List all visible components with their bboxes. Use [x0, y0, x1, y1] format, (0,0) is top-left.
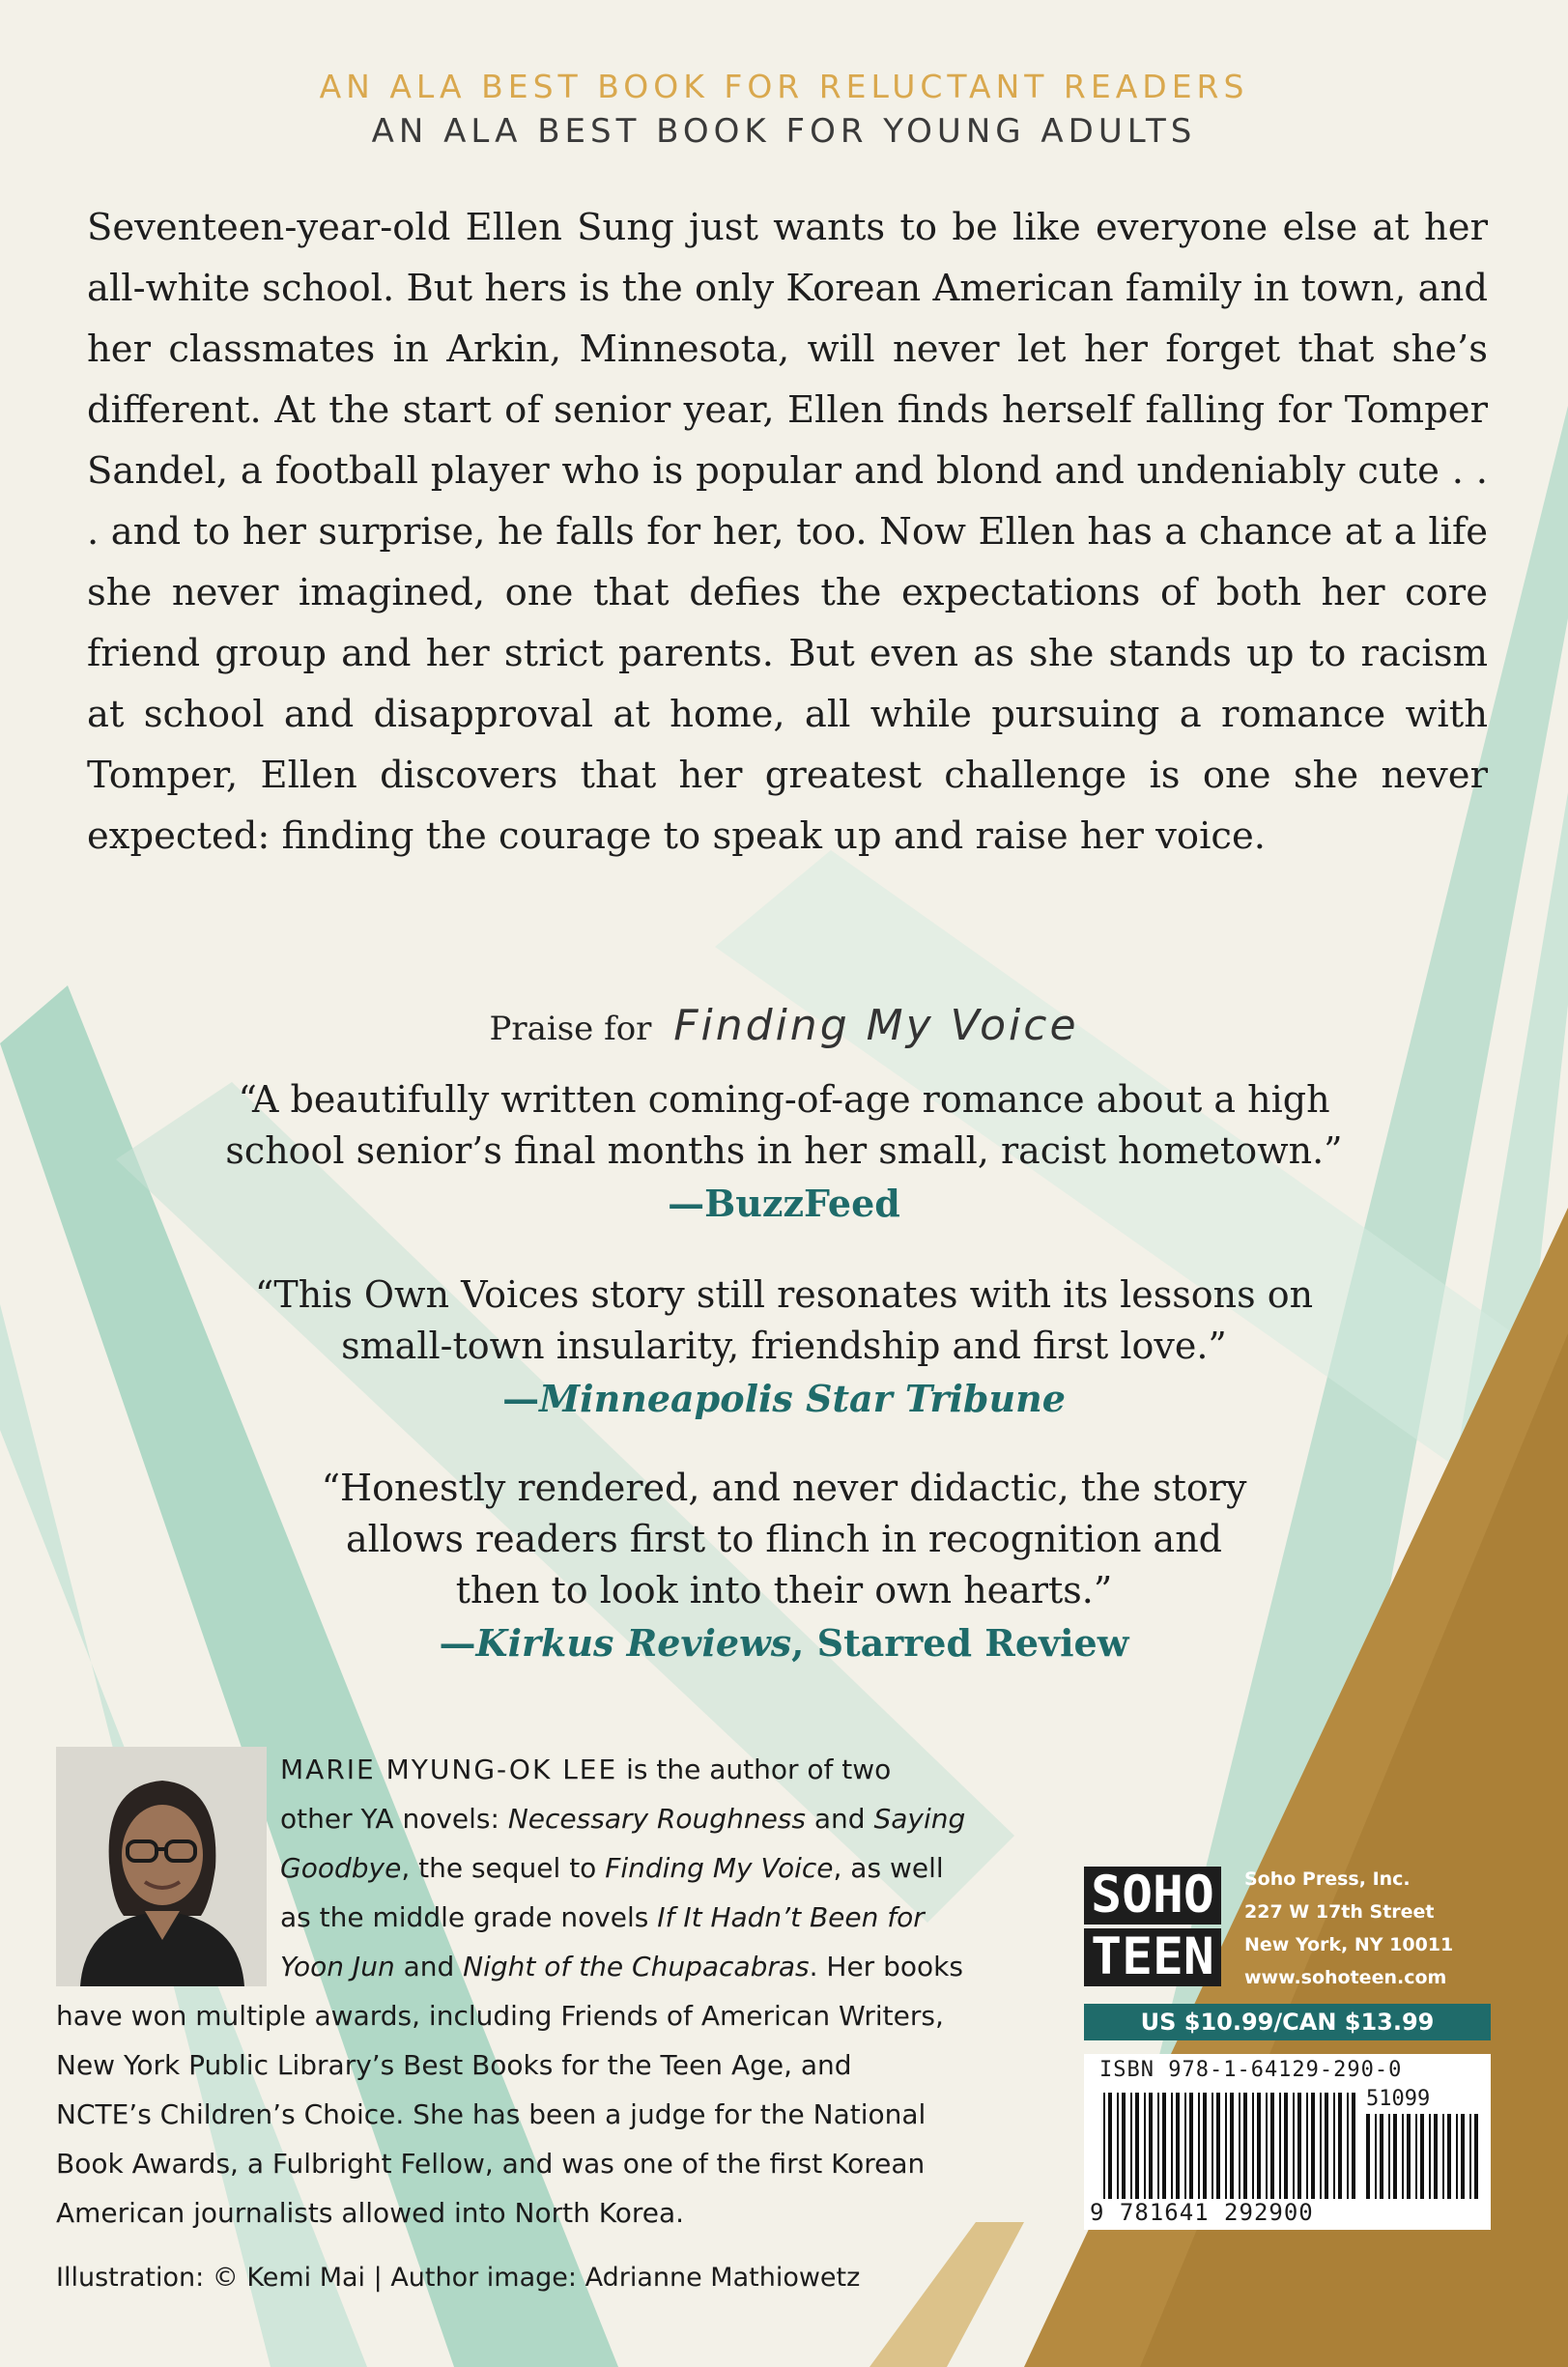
barcode-bar — [1474, 2114, 1478, 2199]
barcode-bar — [1434, 2114, 1438, 2199]
barcode-bar — [1393, 2114, 1397, 2199]
barcode-bar — [1293, 2093, 1295, 2199]
barcode-bar — [1171, 2093, 1173, 2199]
barcode-bar — [1325, 2093, 1328, 2199]
quote-line: school senior’s final months in her small, racist hometown.” — [225, 1129, 1343, 1172]
barcode-bar — [1117, 2093, 1119, 2199]
publisher-street: 227 W 17th Street — [1244, 1901, 1435, 1923]
barcode-bar — [1297, 2093, 1301, 2199]
bio-book-title: Yoon Jun — [280, 1951, 395, 1982]
bio-text: and — [394, 1951, 464, 1982]
barcode-bar — [1189, 2093, 1193, 2199]
isbn-number: ISBN 978-1-64129-290-0 — [1099, 2058, 1403, 2082]
barcode-bar — [1420, 2114, 1424, 2199]
barcode-bar — [1270, 2093, 1274, 2199]
barcode-bar — [1380, 2114, 1383, 2199]
barcode-bar — [1338, 2093, 1342, 2199]
publisher-website: www.sohoteen.com — [1244, 1967, 1447, 1988]
barcode-bar — [1176, 2093, 1180, 2199]
barcode-bar — [1388, 2114, 1390, 2199]
quote-line: “Honestly rendered, and never didactic, the story — [321, 1467, 1247, 1509]
review-quote-buzzfeed — [116, 1074, 1452, 1231]
barcode-bar — [1212, 2093, 1213, 2199]
bio-line: have won multiple awards, including Friends of American Writers, — [56, 2000, 944, 2032]
barcode-bar — [1429, 2114, 1431, 2199]
author-bio — [56, 1745, 1022, 2238]
quote-line: “A beautifully written coming-of-age romance about a high — [238, 1078, 1330, 1121]
barcode-bar — [1279, 2093, 1281, 2199]
barcode-bar — [1243, 2093, 1247, 2199]
publisher-city: New York, NY 10011 — [1244, 1934, 1454, 1955]
barcode-bar — [1225, 2093, 1227, 2199]
barcode-bar — [1456, 2114, 1458, 2199]
praise-heading — [0, 1001, 1568, 1050]
barcode-bar — [1162, 2093, 1166, 2199]
barcode-bar — [1347, 2093, 1349, 2199]
barcode-bar — [1284, 2093, 1288, 2199]
bio-text: . Her books — [809, 1951, 963, 1982]
publisher-name: Soho Press, Inc. — [1244, 1868, 1411, 1890]
barcode-bar — [1407, 2114, 1411, 2199]
barcode-bar — [1461, 2114, 1465, 2199]
logo-line-teen: TEEN — [1084, 1928, 1221, 1986]
barcode-bar — [1198, 2093, 1200, 2199]
review-quote-kirkus — [116, 1463, 1452, 1670]
praise-book-title: Finding My Voice — [673, 1001, 1079, 1050]
barcode-bar — [1230, 2093, 1234, 2199]
barcode-bar — [1352, 2093, 1355, 2199]
price-code: 51099 — [1366, 2087, 1431, 2111]
barcode-bar — [1306, 2093, 1308, 2199]
bio-text: and — [805, 1803, 874, 1835]
barcode-bar — [1184, 2093, 1186, 2199]
barcode-bar — [1415, 2114, 1417, 2199]
barcode-bar — [1239, 2093, 1240, 2199]
bio-text: is the author of two — [617, 1754, 892, 1785]
bio-book-title: Necessary Roughness — [507, 1803, 806, 1835]
praise-prefix: Praise for — [489, 1010, 652, 1048]
barcode-bar — [1216, 2093, 1220, 2199]
quote-line: then to look into their own hearts.” — [455, 1569, 1113, 1611]
bio-line: Book Awards, a Fulbright Fellow, and was one of the first Korean — [56, 2148, 926, 2180]
barcode-bar — [1257, 2093, 1261, 2199]
barcode-bar — [1266, 2093, 1268, 2199]
quote-line: allows readers first to flinch in recognition and — [346, 1518, 1222, 1560]
barcode-bar — [1375, 2114, 1377, 2199]
barcode-bar — [1252, 2093, 1254, 2199]
price-banner: US $10.99/CAN $13.99 — [1084, 2004, 1491, 2040]
ean-digits: 9 781641 292900 — [1090, 2199, 1314, 2226]
review-quote-star-tribune — [116, 1269, 1452, 1426]
book-synopsis: Seventeen-year-old Ellen Sung just wants to be like everyone else at her all-white school. But hers is the only Korean American family in town, and her classmates in Arkin, Minnesota, will never let her forget that she’s different. At the start of senior year, Ellen finds herself falling for Tomper Sandel, a football player who is popular and blond and undeniably cute . . . and to her surprise, he falls for her, too. Now Ellen has a chance at a life she never imagined, one that defies the expectations of both her core friend group and her strict parents. But even as she stands up to racism at school and disapproval at home, all while pursuing a romance with Tomper, Ellen discovers that her greatest challenge is one she never expected: finding the courage to speak up and raise her voice. — [87, 206, 1488, 858]
barcode-bar — [1149, 2093, 1153, 2199]
barcode-bar — [1333, 2093, 1335, 2199]
quote-source: —BuzzFeed — [668, 1182, 900, 1225]
bio-line: American journalists allowed into North Korea. — [56, 2197, 685, 2229]
author-name: MARIE MYUNG-OK LEE — [280, 1754, 618, 1785]
barcode-bar — [1203, 2093, 1207, 2199]
bio-line: New York Public Library’s Best Books for the Teen Age, and — [56, 2049, 852, 2081]
source-publication: Kirkus Reviews — [475, 1621, 792, 1665]
barcode-bar — [1447, 2114, 1451, 2199]
bio-line: NCTE’s Children’s Choice. She has been a judge for the National — [56, 2098, 927, 2130]
barcode-bar — [1122, 2093, 1126, 2199]
barcode-bar — [1320, 2093, 1322, 2199]
barcode-bar — [1469, 2114, 1471, 2199]
quote-source — [116, 1616, 1452, 1670]
source-note: , Starred Review — [791, 1621, 1129, 1665]
bio-text: as the middle grade novels — [280, 1901, 658, 1933]
bio-text: , as well — [833, 1852, 944, 1884]
barcode-bar — [1402, 2114, 1404, 2199]
bio-book-title: Goodbye — [280, 1852, 402, 1884]
bio-text: other YA novels: — [280, 1803, 508, 1835]
bio-book-title: Saying — [873, 1803, 966, 1835]
logo-line-soho: SOHO — [1084, 1867, 1221, 1925]
soho-teen-logo — [1084, 1867, 1221, 1986]
isbn-barcode — [1084, 2054, 1491, 2230]
image-credits: Illustration: © Kemi Mai | Author image: Adrianne Mathiowetz — [56, 2263, 861, 2293]
barcode-bar — [1311, 2093, 1315, 2199]
barcode-bar — [1442, 2114, 1444, 2199]
bio-text: , the sequel to — [401, 1852, 606, 1884]
quote-line: “This Own Voices story still resonates with its lessons on — [254, 1273, 1314, 1316]
barcode-bar — [1135, 2093, 1139, 2199]
bio-book-title: Finding My Voice — [605, 1852, 834, 1884]
barcode-bar — [1144, 2093, 1146, 2199]
source-dash: — — [502, 1377, 540, 1420]
award-line-young-adults: AN ALA BEST BOOK FOR YOUNG ADULTS — [371, 112, 1197, 151]
barcode-bar — [1103, 2093, 1105, 2199]
barcode-bar — [1157, 2093, 1159, 2199]
quote-line: small-town insularity, friendship and first love.” — [341, 1325, 1227, 1367]
bio-book-title: If It Hadn’t Been for — [657, 1901, 925, 1933]
publisher-address — [1244, 1863, 1453, 1994]
bio-book-title: Night of the Chupacabras — [463, 1951, 810, 1982]
barcode-bar — [1366, 2114, 1370, 2199]
quote-source — [116, 1372, 1452, 1426]
award-line-reluctant-readers: AN ALA BEST BOOK FOR RELUCTANT READERS — [319, 68, 1249, 105]
source-dash: — — [439, 1621, 476, 1665]
source-publication: Minneapolis Star Tribune — [539, 1377, 1066, 1420]
barcode-bar — [1108, 2093, 1112, 2199]
barcode-bar — [1130, 2093, 1132, 2199]
